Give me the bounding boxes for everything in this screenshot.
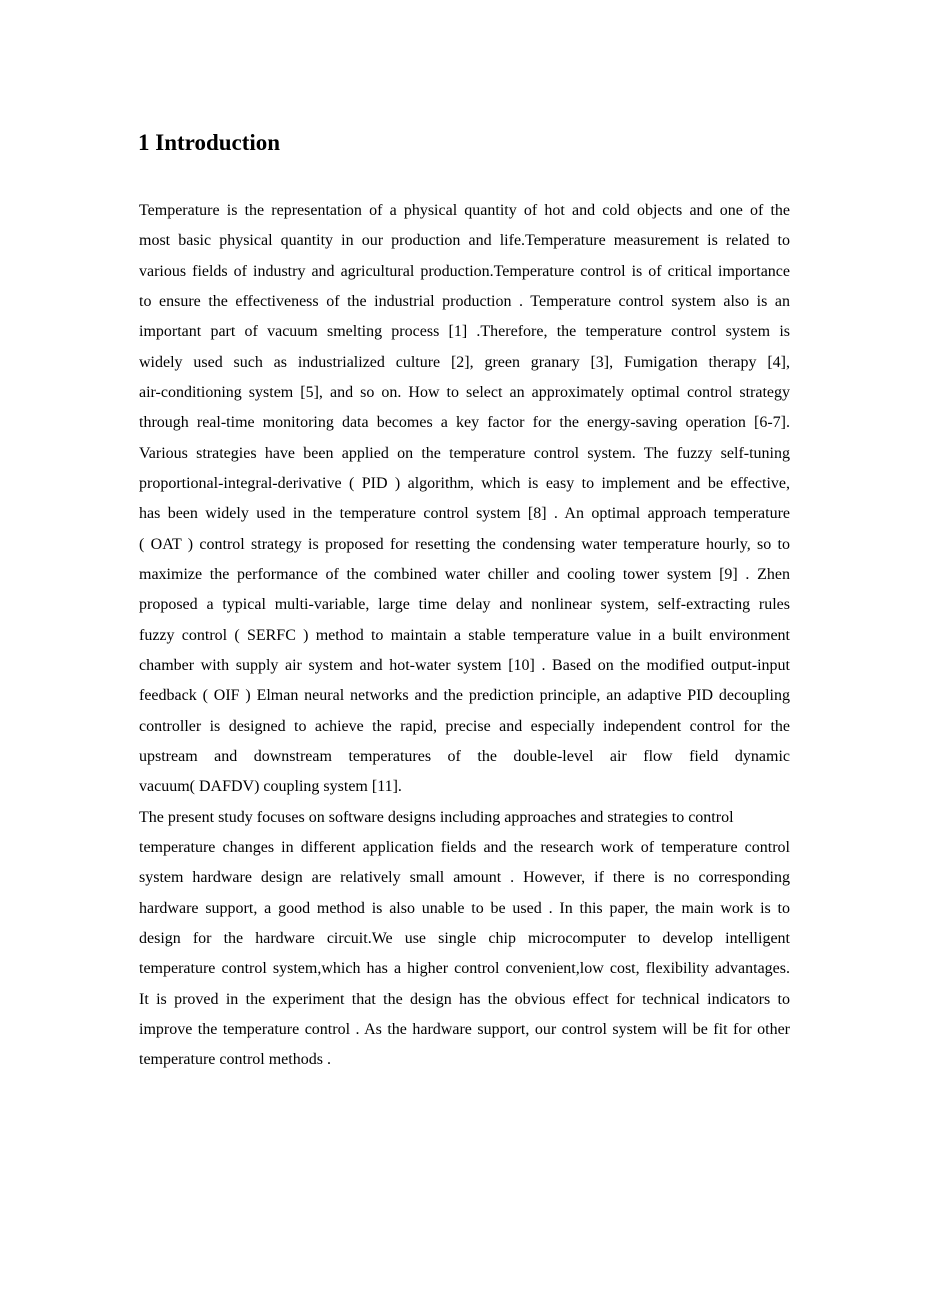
- text-line: fuzzy control ( SERFC ) method to maintain a stable temperature value in a built environment: [139, 626, 790, 644]
- text-line: important part of vacuum smelting process [1] .Therefore, the temperature control system is: [139, 323, 790, 341]
- text-line: The present study focuses on software designs including approaches and strategies to control: [139, 808, 734, 826]
- text-line: controller is designed to achieve the rapid, precise and especially independent control for the: [139, 717, 790, 735]
- text-line: feedback ( OIF ) Elman neural networks and the prediction principle, an adaptive PID decoupling: [139, 687, 790, 705]
- text-line: widely used such as industrialized culture [2], green granary [3], Fumigation therapy [4],: [139, 353, 790, 371]
- text-line: proposed a typical multi-variable, large time delay and nonlinear system, self-extracting rules: [139, 596, 790, 614]
- section-heading: 1 Introduction: [138, 130, 281, 155]
- text-line: temperature control system,which has a higher control convenient,low cost, flexibility advantages.: [139, 960, 790, 978]
- text-line: It is proved in the experiment that the design has the obvious effect for technical indicators to: [139, 990, 790, 1008]
- text-line: ( OAT ) control strategy is proposed for resetting the condensing water temperature hourly, so to: [139, 535, 790, 553]
- text-line: hardware support, a good method is also unable to be used . In this paper, the main work is to: [139, 899, 790, 917]
- text-line: various fields of industry and agricultural production.Temperature control is of critical importance: [139, 262, 790, 280]
- paragraph-3: [139, 803, 790, 1076]
- text-line: upstream and downstream temperatures of the double-level air flow field dynamic: [139, 747, 790, 765]
- text-line: design for the hardware circuit.We use single chip microcomputer to develop intelligent: [139, 929, 790, 947]
- text-line: air-conditioning system [5], and so on. How to select an approximately optimal control strategy: [139, 383, 790, 401]
- text-line: temperature control methods .: [139, 1051, 331, 1069]
- text-line: temperature changes in different application fields and the research work of temperature control: [139, 838, 790, 856]
- text-line: proportional-integral-derivative ( PID ) algorithm, which is easy to implement and be effective,: [139, 474, 790, 492]
- body-text: [139, 196, 790, 1076]
- text-line: system hardware design are relatively small amount . However, if there is no corresponding: [139, 869, 790, 887]
- text-line: Temperature is the representation of a physical quantity of hot and cold objects and one of the: [139, 202, 790, 219]
- paragraph-1: [139, 196, 790, 439]
- text-line: chamber with supply air system and hot-water system [10] . Based on the modified output-input: [139, 656, 790, 674]
- text-line: through real-time monitoring data becomes a key factor for the energy-saving operation [6-7].: [139, 414, 790, 432]
- text-line: Various strategies have been applied on the temperature control system. The fuzzy self-tuning: [139, 444, 790, 462]
- text-line: to ensure the effectiveness of the industrial production . Temperature control system also is an: [139, 292, 790, 310]
- text-line: has been widely used in the temperature control system [8] . An optimal approach temperature: [139, 505, 790, 523]
- paragraph-2: [139, 439, 790, 803]
- text-line: vacuum( DAFDV) coupling system [11].: [139, 778, 402, 796]
- text-line: most basic physical quantity in our production and life.Temperature measurement is related to: [139, 232, 790, 250]
- text-line: maximize the performance of the combined water chiller and cooling tower system [9] . Zhen: [139, 565, 790, 583]
- text-line: improve the temperature control . As the hardware support, our control system will be fit for other: [139, 1020, 790, 1038]
